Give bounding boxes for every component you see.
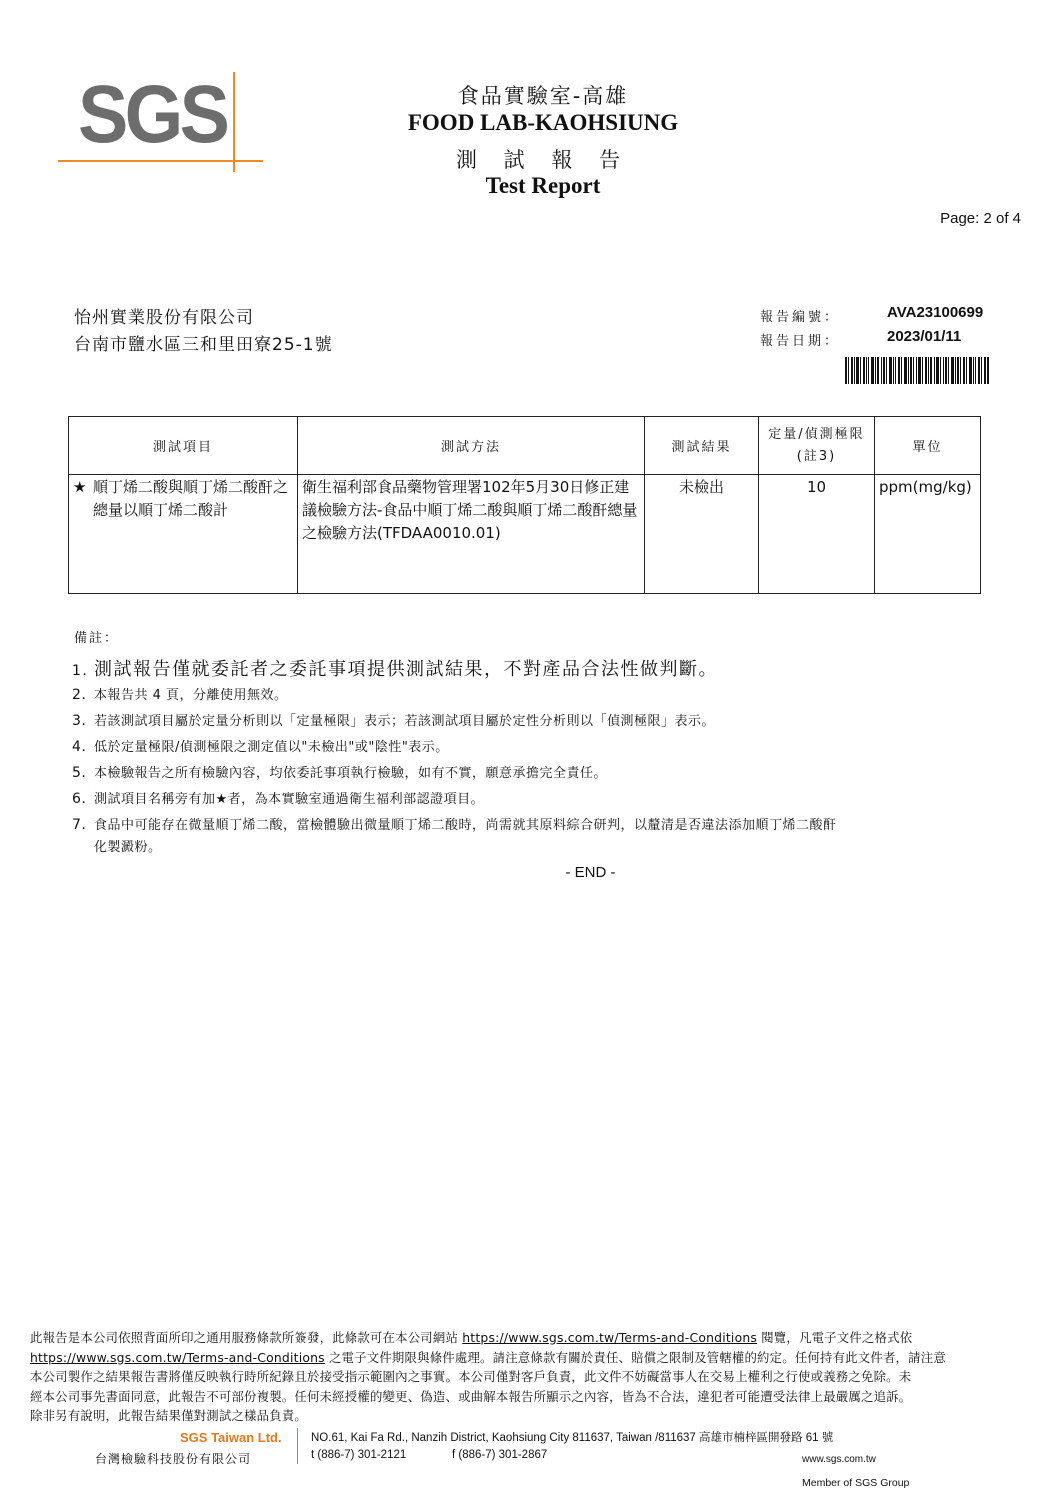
member-of-sgs: Member of SGS Group [802,1477,910,1489]
note-item: 3. 若該測試項目屬於定量分析則以「定量極限」表示；若該測試項目屬於定性分析則以「偵測極限」表示。 [72,713,716,729]
company-fax: f (886-7) 301-2867 [452,1449,548,1461]
barcode [845,357,989,384]
footer-divider [297,1428,298,1464]
cell-unit: ppm(mg/kg) [875,475,981,594]
report-number: AVA23100699 [887,304,984,321]
header-test-item: 測試項目 [69,417,298,475]
header-test-method: 測試方法 [298,417,645,475]
company-name-en: SGS Taiwan Ltd. [180,1430,282,1445]
cell-limit: 10 [759,475,875,594]
lab-title-en: FOOD LAB-KAOHSIUNG [407,110,679,135]
star-icon: ★ [73,478,87,496]
client-address: 台南市鹽水區三和里田寮25-1號 [74,335,333,355]
header-unit: 單位 [875,417,981,475]
note-item: 5. 本檢驗報告之所有檢驗內容，均依委託事項執行檢驗，如有不實，願意承擔完全責任。 [72,765,608,781]
cell-test-result: 未檢出 [645,475,759,594]
company-name-cn: 台灣檢驗科技股份有限公司 [95,1452,252,1466]
end-marker: - END - [565,864,616,881]
client-name: 怡州實業股份有限公司 [74,308,254,328]
terms-link[interactable]: https://www.sgs.com.tw/Terms-and-Conditions [30,1349,325,1365]
report-title-en: Test Report [485,173,601,198]
note-item: 6. 測試項目名稱旁有加★者，為本實驗室通過衛生福利部認證項目。 [72,791,485,807]
table-row [69,475,981,594]
disclaimer: 此報告是本公司依照背面所印之通用服務條款所簽發，此條款可在本公司網站 https://www.sgs.com.tw/Terms-and-Conditions 閱覽，凡電子文件之格式依 https://www.sgs.com.tw/Terms-and-Conditions 之電子文件期限與條件處理。請注意條款有關於責任、賠償之限制及管轄權的約定。任何持有此文件者，請注意 本公司製作之結果報告書將僅反映執行時所紀錄且於接受指示範圍內之事實。本公司僅對客戶負責，此文件不妨礙當事人在交易上權利之行使或義務之免除。未 經本公司事先書面同意，此報告不可部份複製。任何未經授權的變更、偽造、或曲解本報告所顯示之內容，皆為不合法，違犯者可能遭受法律上最嚴厲之追訴。 除非另有說明，此報告結果僅對測試之樣品負責。 [30,1330,946,1423]
terms-link[interactable]: https://www.sgs.com.tw/Terms-and-Conditions [462,1330,758,1345]
company-website[interactable]: www.sgs.com.tw [802,1454,876,1465]
cell-test-item [69,475,298,594]
report-number-label: 報告編號： [760,310,841,325]
note-item: 1. 測試報告僅就委託者之委託事項提供測試結果，不對產品合法性做判斷。 [72,659,718,680]
lab-title-cn: 食品實驗室-高雄 [457,84,629,108]
note-item: 2. 本報告共 4 頁，分離使用無效。 [72,687,288,703]
report-date: 2023/01/11 [887,328,962,345]
note-item: 7. 食品中可能存在微量順丁烯二酸，當檢體驗出微量順丁烯二酸時，尚需就其原料綜合研判，以釐清是否違法添加順丁烯二酸酐 [72,817,837,833]
results-table [68,416,981,594]
note-item: 4. 低於定量極限/偵測極限之測定值以"未檢出"或"陰性"表示。 [72,739,449,755]
company-phone: t (886-7) 301-2121 [311,1449,407,1461]
cell-test-method: 衛生福利部食品藥物管理署102年5月30日修正建議檢驗方法-食品中順丁烯二酸與順丁烯二酸酐總量之檢驗方法(TFDAA0010.01) [298,475,645,594]
logo-text: SGS [78,69,227,160]
test-item-name: 順丁烯二酸與順丁烯二酸酐之總量以順丁烯二酸計 [93,478,289,519]
header-test-result: 測試結果 [645,417,759,475]
note-item-7-continued: 化製澱粉。 [94,840,162,855]
report-date-label: 報告日期： [760,334,841,349]
report-title-cn: 測 試 報 告 [455,148,631,172]
header-limit: 定量/偵測極限(註3) [759,417,875,475]
table-header-row [69,417,981,475]
notes-title: 備註： [74,631,120,646]
company-address: NO.61, Kai Fa Rd., Nanzih District, Kaohsiung City 811637, Taiwan /811637 高雄市楠梓區開發路 61 號 [311,1432,834,1444]
page-number: Page: 2 of 4 [940,210,1021,227]
